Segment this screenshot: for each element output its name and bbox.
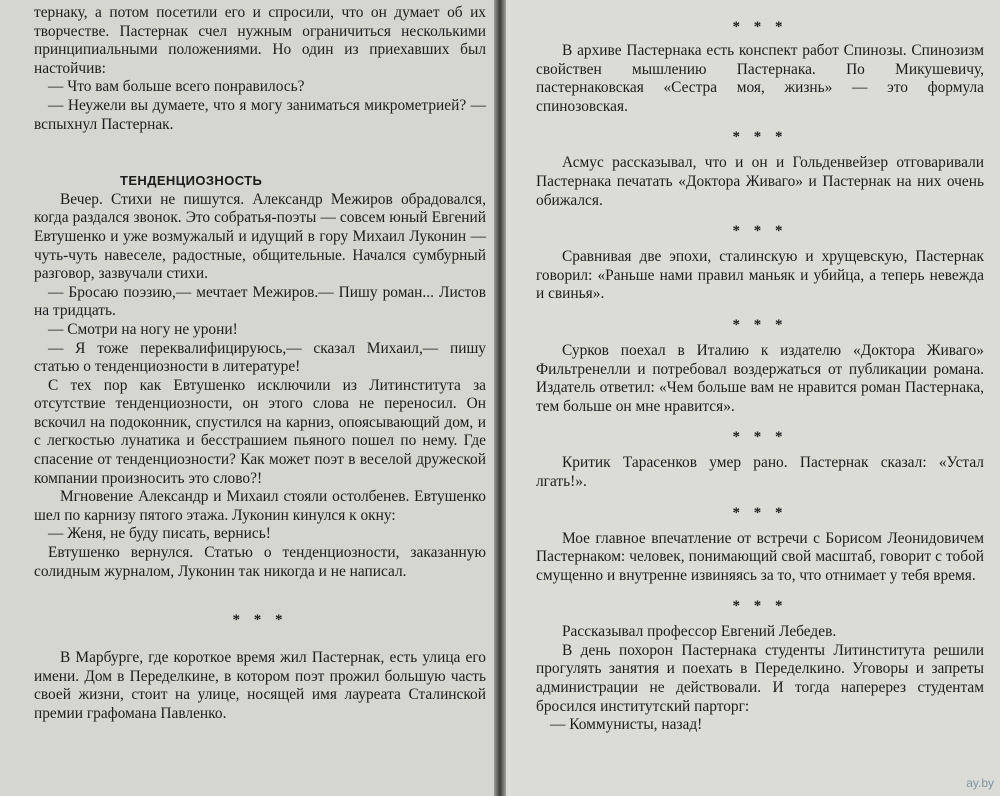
book-gutter — [494, 0, 506, 796]
section-separator: * * * — [732, 429, 788, 446]
right-page — [506, 0, 1000, 796]
paragraph: Асмус рассказывал, что и он и Гольденвейзер отговаривали Пастернака печатать «Доктора Живаго» и Пастернак на них очень обижался. — [536, 154, 984, 209]
dialogue-line: — Коммунисты, назад! — [550, 716, 703, 734]
section-separator: * * * — [232, 612, 288, 629]
paragraph: Евтушенко вернулся. Статью о тенденциозности, заказанную солидным журналом, Луконин так никогда и не написал. — [34, 544, 486, 580]
right-page-text — [536, 16, 984, 735]
dialogue-line: — Что вам больше всего понравилось? — [48, 78, 305, 96]
section-heading: ТЕНДЕНЦИОЗНОСТЬ — [120, 173, 263, 189]
dialogue-line: — Бросаю поэзию,— мечтает Межиров.— Пишу роман... Листов на тридцать. — [34, 283, 486, 320]
section-separator: * * * — [732, 223, 788, 240]
paragraph: В Марбурге, где короткое время жил Пастернак, есть улица его имени. Дом в Переделкине, в котором поэт прожил большую часть своей жизни, стоит на улице, носящей имя лауреата Сталинской премии графомана Павленко. — [34, 649, 486, 722]
paragraph: В архиве Пастернака есть конспект работ Спинозы. Спинозизм свойствен мышлению Пастернака. По Микушевичу, пастернаковская «Сестра моя, жизнь» — это формула спинозовская. — [536, 42, 984, 115]
paragraph: Рассказывал профессор Евгений Лебедев. — [562, 623, 837, 641]
paragraph: Мгновение Александр и Михаил стояли остолбенев. Евтушенко шел по карнизу пятого этажа. Луконин кинулся к окну: — [34, 488, 486, 524]
section-separator: * * * — [732, 316, 788, 333]
left-page — [0, 0, 494, 796]
dialogue-line: — Смотри на ногу не урони! — [48, 320, 238, 338]
dialogue-line: — Неужели вы думаете, что я могу заниматься микрометрией? — вспыхнул Пастернак. — [34, 96, 486, 133]
section-separator: * * * — [732, 19, 788, 35]
dialogue-line: — Я тоже переквалифицируюсь,— сказал Михаил,— пишу статью о тенденциозности в литературе! — [34, 339, 486, 376]
section-separator: * * * — [732, 598, 788, 615]
watermark: ay.by — [966, 776, 994, 791]
paragraph: Критик Тарасенков умер рано. Пастернак сказал: «Устал лгать!». — [536, 454, 984, 490]
paragraph: тернаку, а потом посетили его и спросили, что он думает об их творчестве. Пастернак счел нужным ограничиться несколькими принципиальными положениями. Но один из приехавших был настойчив: — [34, 4, 486, 77]
dialogue-line: — Женя, не буду писать, вернись! — [48, 525, 271, 543]
paragraph: С тех пор как Евтушенко исключили из Литинститута за отсутствие тенденциозности, он этого слова не переносил. Он вскочил на подоконник, спустился на карниз, опоясывающий дом, и с легкостью лунатика и бесстрашием пьяного пошел по нему. Где спасение от тенденциозности? Как может поэт в веселой дружеской компании произносить это слово?! — [34, 376, 486, 487]
paragraph: Вечер. Стихи не пишутся. Александр Межиров обрадовался, когда раздался звонок. Это собратья-поэты — совсем юный Евгений Евтушенко и уже возмужалый и идущий в гору Михаил Луконин — чуть-чуть навеселе, радостные, общительные. Начался сумбурный разговор, зазвучали стихи. — [34, 190, 486, 283]
left-page-text — [34, 4, 486, 724]
section-separator: * * * — [732, 129, 788, 146]
paragraph: В день похорон Пастернака студенты Литинститута решили прогулять занятия и поехать в Переделкино. Уговоры и запреты администрации не действовали. И тогда наперерез студентам бросился институтский парторг: — [536, 641, 984, 715]
paragraph: Сурков поехал в Италию к издателю «Доктора Живаго» Фильтренелли и потребовал воздержаться от публикации романа. Издатель ответил: «Чем больше вам не нравится роман Пастернака, тем больше он мне нравится». — [536, 341, 984, 415]
section-separator: * * * — [732, 504, 788, 521]
paragraph: Мое главное впечатление от встречи с Борисом Леонидовичем Пастернаком: человек, понимающий свой масштаб, говорит с тобой смущенно и внутренне извиняясь за то, что отнимает у тебя время. — [536, 529, 984, 584]
paragraph: Сравнивая две эпохи, сталинскую и хрущевскую, Пастернак говорил: «Раньше нами правил маньяк и убийца, а теперь невежда и свинья». — [536, 248, 984, 303]
